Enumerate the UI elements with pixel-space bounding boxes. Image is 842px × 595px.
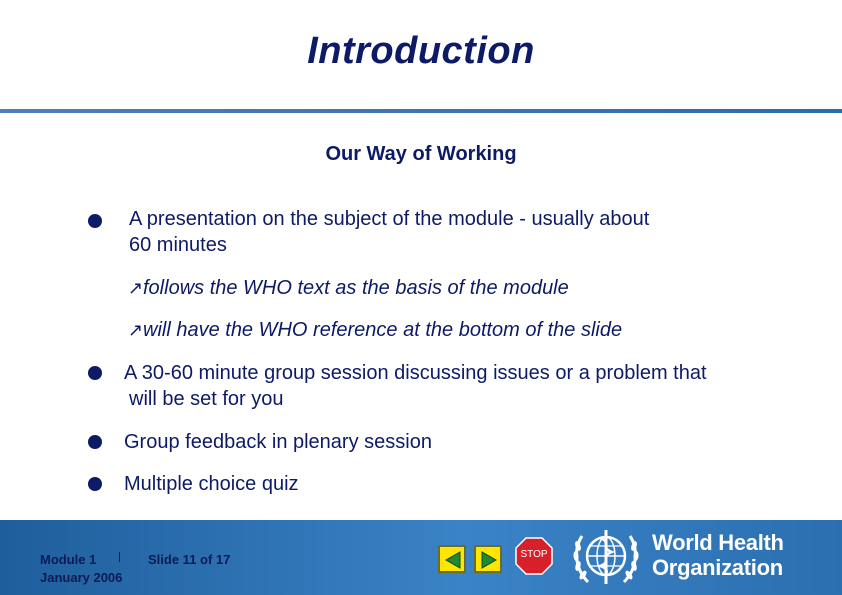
bullet-text-line: will be set for you bbox=[129, 388, 284, 410]
stop-button[interactable] bbox=[515, 537, 553, 575]
bullet-dot-icon bbox=[88, 477, 102, 491]
bullet-dot-icon bbox=[88, 435, 102, 449]
bullet-item bbox=[0, 471, 842, 497]
who-emblem-icon bbox=[572, 524, 640, 588]
next-slide-button[interactable] bbox=[474, 545, 502, 573]
who-name-line1: World Health bbox=[652, 530, 784, 555]
bullet-text-line: Group feedback in plenary session bbox=[124, 431, 432, 453]
footer-separator bbox=[119, 552, 120, 562]
bullet-text-line: A presentation on the subject of the module - usually about bbox=[129, 208, 650, 230]
bullet-dot-icon bbox=[88, 366, 102, 380]
bullet-item bbox=[0, 360, 842, 412]
triangle-left-icon bbox=[443, 550, 463, 570]
slide-counter: Slide 11 of 17 bbox=[148, 552, 231, 567]
bullet-text-line: Multiple choice quiz bbox=[124, 473, 299, 495]
bullet-text-line: A 30-60 minute group session discussing issues or a problem that bbox=[124, 362, 707, 384]
slide-title: Introduction bbox=[307, 30, 535, 72]
sub-bullet-item bbox=[0, 275, 842, 301]
stop-label: STOP bbox=[520, 549, 548, 560]
arrow-up-right-icon: ↗ bbox=[128, 320, 144, 340]
footer-module: Module 1 bbox=[40, 552, 97, 567]
sub-bullet-text: will have the WHO reference at the bottom of the slide bbox=[143, 319, 623, 341]
previous-slide-button[interactable] bbox=[438, 545, 466, 573]
bullet-dot-icon bbox=[88, 214, 102, 228]
slide-subtitle: Our Way of Working bbox=[325, 143, 517, 165]
bullet-item bbox=[0, 429, 842, 455]
who-name-line2: Organization bbox=[652, 555, 783, 580]
bullet-item bbox=[0, 206, 842, 258]
sub-bullet-item bbox=[0, 317, 842, 343]
sub-bullet-text: follows the WHO text as the basis of the module bbox=[143, 277, 569, 299]
triangle-right-icon bbox=[479, 550, 499, 570]
footer-date: January 2006 bbox=[40, 570, 123, 585]
arrow-up-right-icon: ↗ bbox=[128, 278, 144, 298]
bullet-text-line: 60 minutes bbox=[129, 234, 227, 256]
